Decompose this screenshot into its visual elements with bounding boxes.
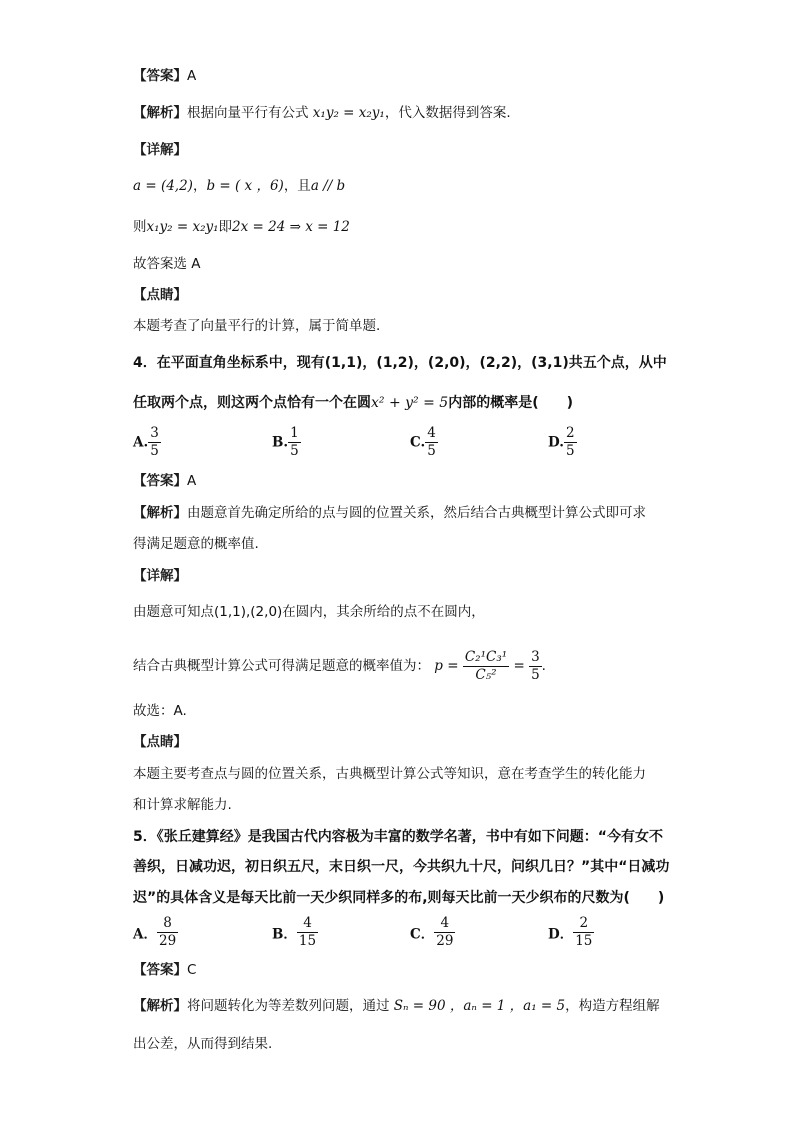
period: . <box>541 658 546 674</box>
vector-a: a = (4,2) <box>133 178 193 194</box>
option-label: D． <box>548 926 574 943</box>
q4-analysis-line-1 <box>133 503 646 523</box>
q5-option-d <box>548 915 594 950</box>
parallel-formula: x₁y₂ = x₂y₁ <box>146 219 219 235</box>
fraction-numerator: 3 <box>531 648 540 665</box>
option-label: C. <box>410 434 426 451</box>
q4-option-d <box>548 425 577 460</box>
option-label: B． <box>272 926 297 943</box>
fraction-denominator: 5 <box>565 443 575 459</box>
q5-stem-line-3: 迟”的具体含义是每天比前一天少织同样多的布,则每天比前一天少织布的尺数为( ) <box>133 890 665 906</box>
fraction-numerator: 8 <box>157 915 178 933</box>
equals-sign: = <box>513 658 525 674</box>
analysis-text: 由题意首先确定所给的点与圆的位置关系，然后结合古典概型计算公式即可求 <box>187 505 646 521</box>
q4-option-b <box>272 425 301 460</box>
q3-answer-line <box>133 66 196 86</box>
fraction-denominator: 5 <box>427 443 436 459</box>
stem-text: 内部的概率是( ) <box>448 395 573 411</box>
probability-symbol: p = <box>434 658 459 674</box>
q3-detail-line-2 <box>133 217 350 237</box>
analysis-text: ，代入数据得到答案. <box>384 105 511 121</box>
fraction-numerator: 4 <box>427 425 436 441</box>
q4-analysis-line-2: 得满足题意的概率值. <box>133 536 259 552</box>
fraction-numerator: 4 <box>297 915 318 933</box>
solve-equation: 2x = 24 ⇒ x = 12 <box>232 219 350 235</box>
fraction-denominator: 29 <box>158 933 177 949</box>
fraction-numerator: C₂¹C₃¹ <box>464 648 508 665</box>
q4-comment-line-2: 和计算求解能力. <box>133 797 232 813</box>
stem-text: 任取两个点，则这两个点恰有一个在圆 <box>133 395 371 411</box>
q4-stem-line-1: 4．在平面直角坐标系中，现有(1,1)，(1,2)，(2,0)，(2,2)，(3,1)共五个点，从中 <box>133 355 667 371</box>
q3-comment-text: 本题考查了向量平行的计算，属于简单题. <box>133 318 381 334</box>
q4-detail-line-3: 故选：A. <box>133 703 187 719</box>
q5-answer-line <box>133 960 196 980</box>
q4-detail-line-2 <box>133 644 546 688</box>
parallel-formula: x₁y₂ = x₂y₁ <box>312 105 385 121</box>
fraction-numerator: 3 <box>150 425 159 441</box>
option-label: B. <box>272 434 289 451</box>
q4-comment-tag-line <box>133 732 187 752</box>
option-label: C． <box>410 926 435 943</box>
answer-tag: 【答案】 <box>133 962 187 978</box>
q5-analysis-line-2: 出公差，从而得到结果. <box>133 1036 273 1052</box>
fraction-denominator: 5 <box>531 666 540 683</box>
fraction-denominator: 15 <box>575 933 593 949</box>
analysis-tag: 【解析】 <box>133 105 187 121</box>
circle-equation: x² + y² = 5 <box>371 395 449 411</box>
answer-tag: 【答案】 <box>133 68 187 84</box>
fraction-denominator: C₅² <box>475 666 497 683</box>
q5-analysis-line-1 <box>133 996 660 1016</box>
fraction-numerator: 4 <box>434 915 455 933</box>
option-label: A. <box>133 434 149 451</box>
option-label: A． <box>133 926 157 943</box>
q4-answer-line <box>133 471 196 491</box>
q3-detail-line-3: 故答案选 A <box>133 256 201 272</box>
analysis-text: 根据向量平行有公式 <box>187 105 309 121</box>
answer-tag: 【答案】 <box>133 473 187 489</box>
fraction-numerator: 1 <box>290 425 299 441</box>
q4-detail-line-1: 由题意可知点(1,1),(2,0)在圆内，其余所给的点不在圆内， <box>133 604 485 620</box>
q4-option-a <box>133 425 161 460</box>
q5-stem-line-2: 善织，日减功迟，初日织五尺，末日织一尺，今共织九十尺，问织几日？”其中“日减功 <box>133 859 670 875</box>
comment-tag: 【点睛】 <box>133 734 187 750</box>
q3-analysis-line <box>133 103 511 123</box>
q4-detail-tag-line <box>133 566 187 586</box>
detail-text: 即 <box>218 219 233 235</box>
fraction-numerator: 2 <box>565 425 575 441</box>
fraction-denominator: 5 <box>150 443 159 459</box>
parallel-relation: a // b <box>310 178 346 194</box>
q5-option-b <box>272 915 318 950</box>
q4-option-c <box>410 425 438 460</box>
separator: ， <box>192 178 207 194</box>
detail-tag: 【详解】 <box>133 142 187 158</box>
analysis-text: ，构造方程组解 <box>565 998 660 1014</box>
detail-text: 则 <box>133 219 147 235</box>
detail-tag: 【详解】 <box>133 568 187 584</box>
analysis-text: 将问题转化为等差数列问题，通过 <box>187 998 390 1014</box>
vector-b: b = ( x ，6) <box>206 178 284 194</box>
analysis-tag: 【解析】 <box>133 505 187 521</box>
q3-detail-line-1 <box>133 176 345 196</box>
answer-value: A <box>187 68 197 84</box>
q4-comment-line-1: 本题主要考查点与圆的位置关系，古典概型计算公式等知识，意在考查学生的转化能力 <box>133 766 646 782</box>
fraction-denominator: 29 <box>436 933 454 949</box>
sequence-conditions: Sₙ = 90 ，aₙ = 1 ，a₁ = 5 <box>393 998 566 1014</box>
fraction-denominator: 5 <box>290 443 299 459</box>
detail-text: 结合古典概型计算公式可得满足题意的概率值为： <box>133 658 430 674</box>
q3-detail-tag-line <box>133 140 187 160</box>
answer-value: C <box>187 962 197 978</box>
q5-option-a <box>133 915 178 950</box>
comment-tag: 【点睛】 <box>133 287 187 303</box>
q4-stem-line-2 <box>133 393 573 413</box>
option-label: D. <box>548 434 564 451</box>
answer-value: A <box>187 473 197 489</box>
q3-comment-tag-line <box>133 285 187 305</box>
detail-text: ，且 <box>283 178 311 194</box>
analysis-tag: 【解析】 <box>133 998 187 1014</box>
fraction-denominator: 15 <box>298 933 317 949</box>
q5-option-c <box>410 915 455 950</box>
fraction-numerator: 2 <box>573 915 594 933</box>
q5-stem-line-1: 5．《张丘建算经》是我国古代内容极为丰富的数学名著，书中有如下问题：“今有女不 <box>133 829 663 845</box>
